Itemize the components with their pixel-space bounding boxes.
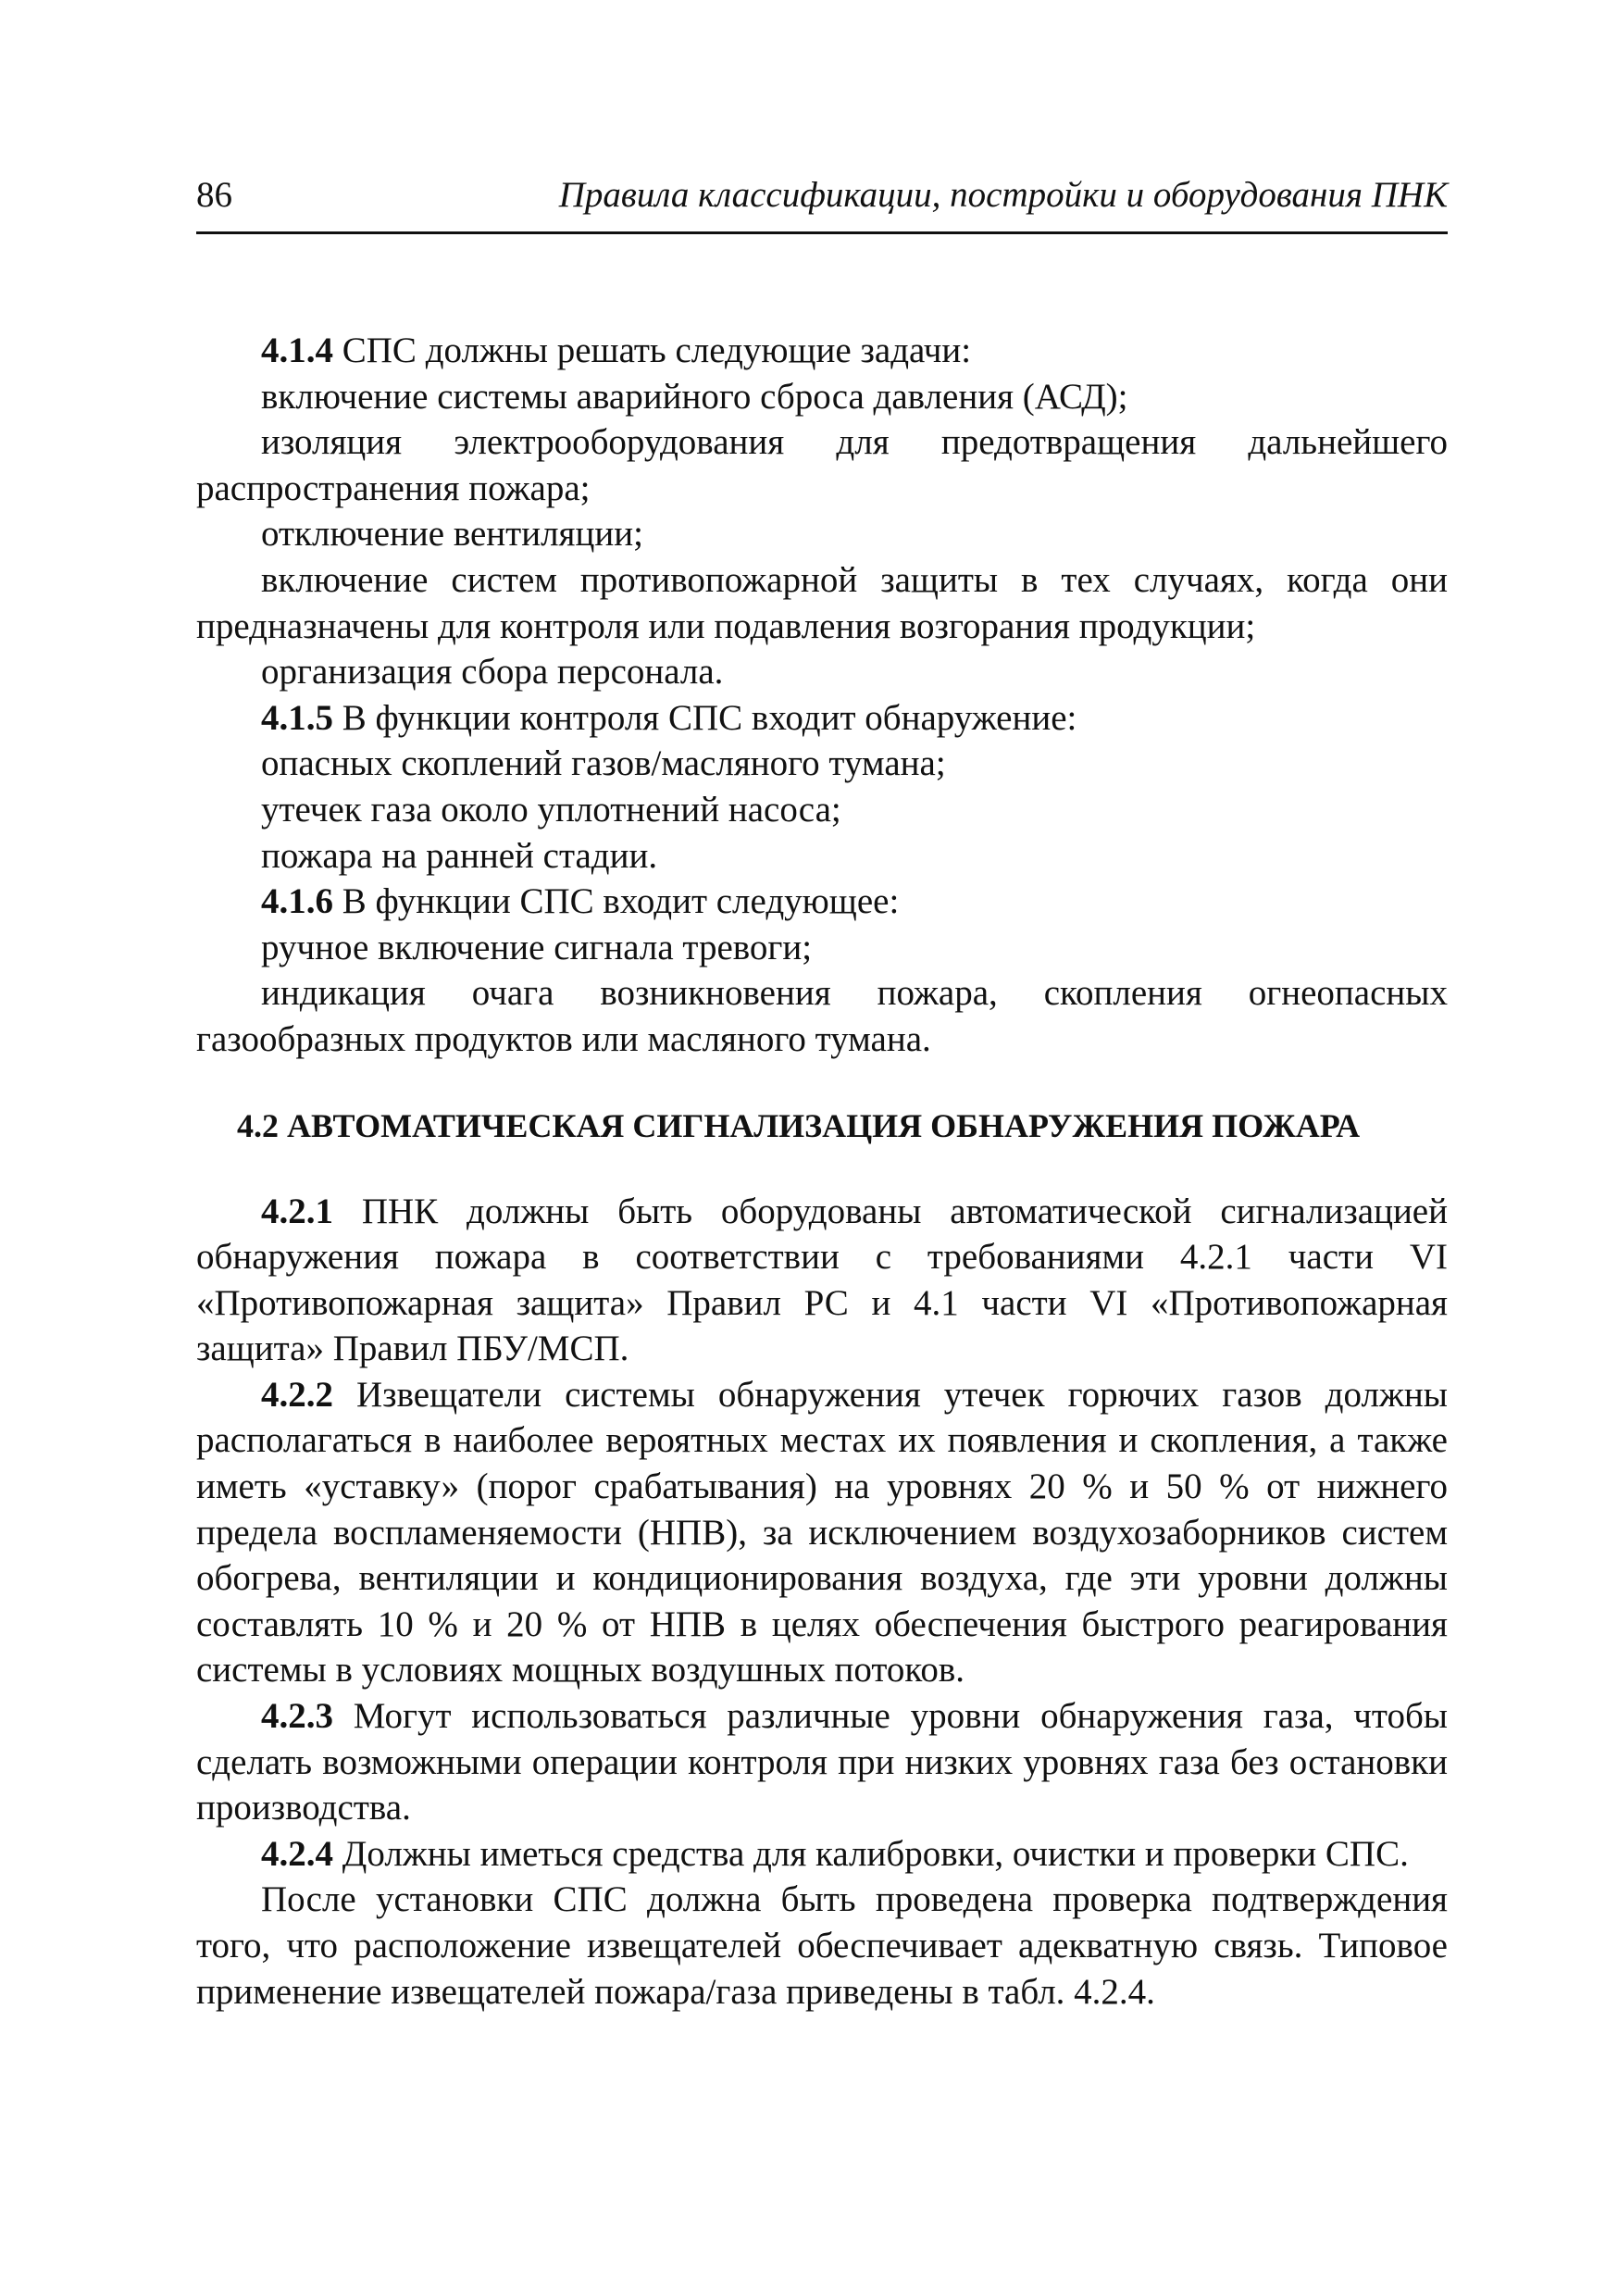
list-item: включение системы аварийного сброса давления (АСД); (261, 376, 1128, 417)
clause-number: 4.2.4 (261, 1833, 333, 1874)
clause-paragraph (196, 328, 1448, 374)
clause-paragraph (196, 1831, 1448, 1878)
section-heading: 4.2 АВТОМАТИЧЕСКАЯ СИГНАЛИЗАЦИЯ ОБНАРУЖЕНИЯ ПОЖАРА (237, 1106, 1361, 1144)
clause-text: Извещатели системы обнаружения утечек горючих газов должны располагаться в наиболее вероятных местах их появления и скопления, а также иметь «уставку» (порог срабатывания) на уровнях 20 % и 50 % от нижнего предела воспламеняемости (НПВ), за исключением воздухозаборников систем обогрева, вентиляции и кондиционирования воздуха, где эти уровни должны составлять 10 % и 20 % от НПВ в целях обеспечения быстрого реагирования системы в условиях мощных воздушных потоков. (196, 1374, 1448, 1691)
clause-number: 4.2.1 (261, 1191, 333, 1231)
page-number: 86 (196, 175, 232, 215)
list-item: утечек газа около уплотнений насоса; (261, 789, 841, 830)
clause-text: ПНК должны быть оборудованы автоматической сигнализацией обнаружения пожара в соответствии с требованиями 4.2.1 части VI «Противопожарная защита» Правил РС и 4.1 части VI «Противопожарная защита» Правил ПБУ/МСП. (196, 1191, 1448, 1369)
clause-number: 4.1.4 (261, 331, 333, 370)
clause-number: 4.1.5 (261, 697, 333, 738)
clause-paragraph (196, 1189, 1448, 1372)
clause-text: Должны иметься средства для калибровки, очистки и проверки СПС. (333, 1833, 1409, 1874)
section-4-1-clauses (196, 328, 1448, 1063)
body-paragraph: После установки СПС должна быть проведена проверка подтверждения того, что расположение извещателей обеспечивает адекватную связь. Типовое применение извещателей пожара/газа приведены в табл. 4.2.4. (196, 1879, 1448, 2012)
clause-text: Могут использоваться различные уровни обнаружения газа, чтобы сделать возможными операции контроля при низких уровнях газа без остановки производства. (196, 1696, 1448, 1828)
clause-paragraph (196, 695, 1448, 742)
running-title: Правила классификации, постройки и оборудования ПНК (558, 175, 1448, 215)
list-item: отключение вентиляции; (261, 514, 643, 555)
list-item: пожара на ранней стадии. (261, 835, 658, 876)
list-item: организация сбора персонала. (261, 652, 724, 693)
clause-number: 4.2.2 (261, 1374, 333, 1415)
clause-paragraph (196, 1693, 1448, 1831)
clause-number: 4.2.3 (261, 1696, 333, 1737)
clause-text: В функции контроля СПС входит обнаружение: (333, 697, 1077, 738)
section-4-2-clauses (196, 1189, 1448, 2015)
clause-paragraph (196, 1372, 1448, 1693)
page-body (196, 328, 1448, 2015)
clause-paragraph (196, 879, 1448, 925)
list-item: индикация очага возникновения пожара, скопления огнеопасных газообразных продуктов или масляного тумана. (196, 973, 1448, 1059)
clause-number: 4.1.6 (261, 881, 333, 922)
clause-text: В функции СПС входит следующее: (333, 881, 900, 922)
clause-text: СПС должны решать следующие задачи: (333, 331, 972, 370)
list-item: включение систем противопожарной защиты в тех случаях, когда они предназначены для контроля или подавления возгорания продукции; (196, 559, 1448, 646)
list-item: ручное включение сигнала тревоги; (261, 927, 813, 967)
list-item: изоляция электрооборудования для предотвращения дальнейшего распространения пожара; (196, 422, 1448, 508)
list-item: опасных скоплений газов/масляного тумана; (261, 743, 946, 784)
page-header (196, 172, 1448, 234)
